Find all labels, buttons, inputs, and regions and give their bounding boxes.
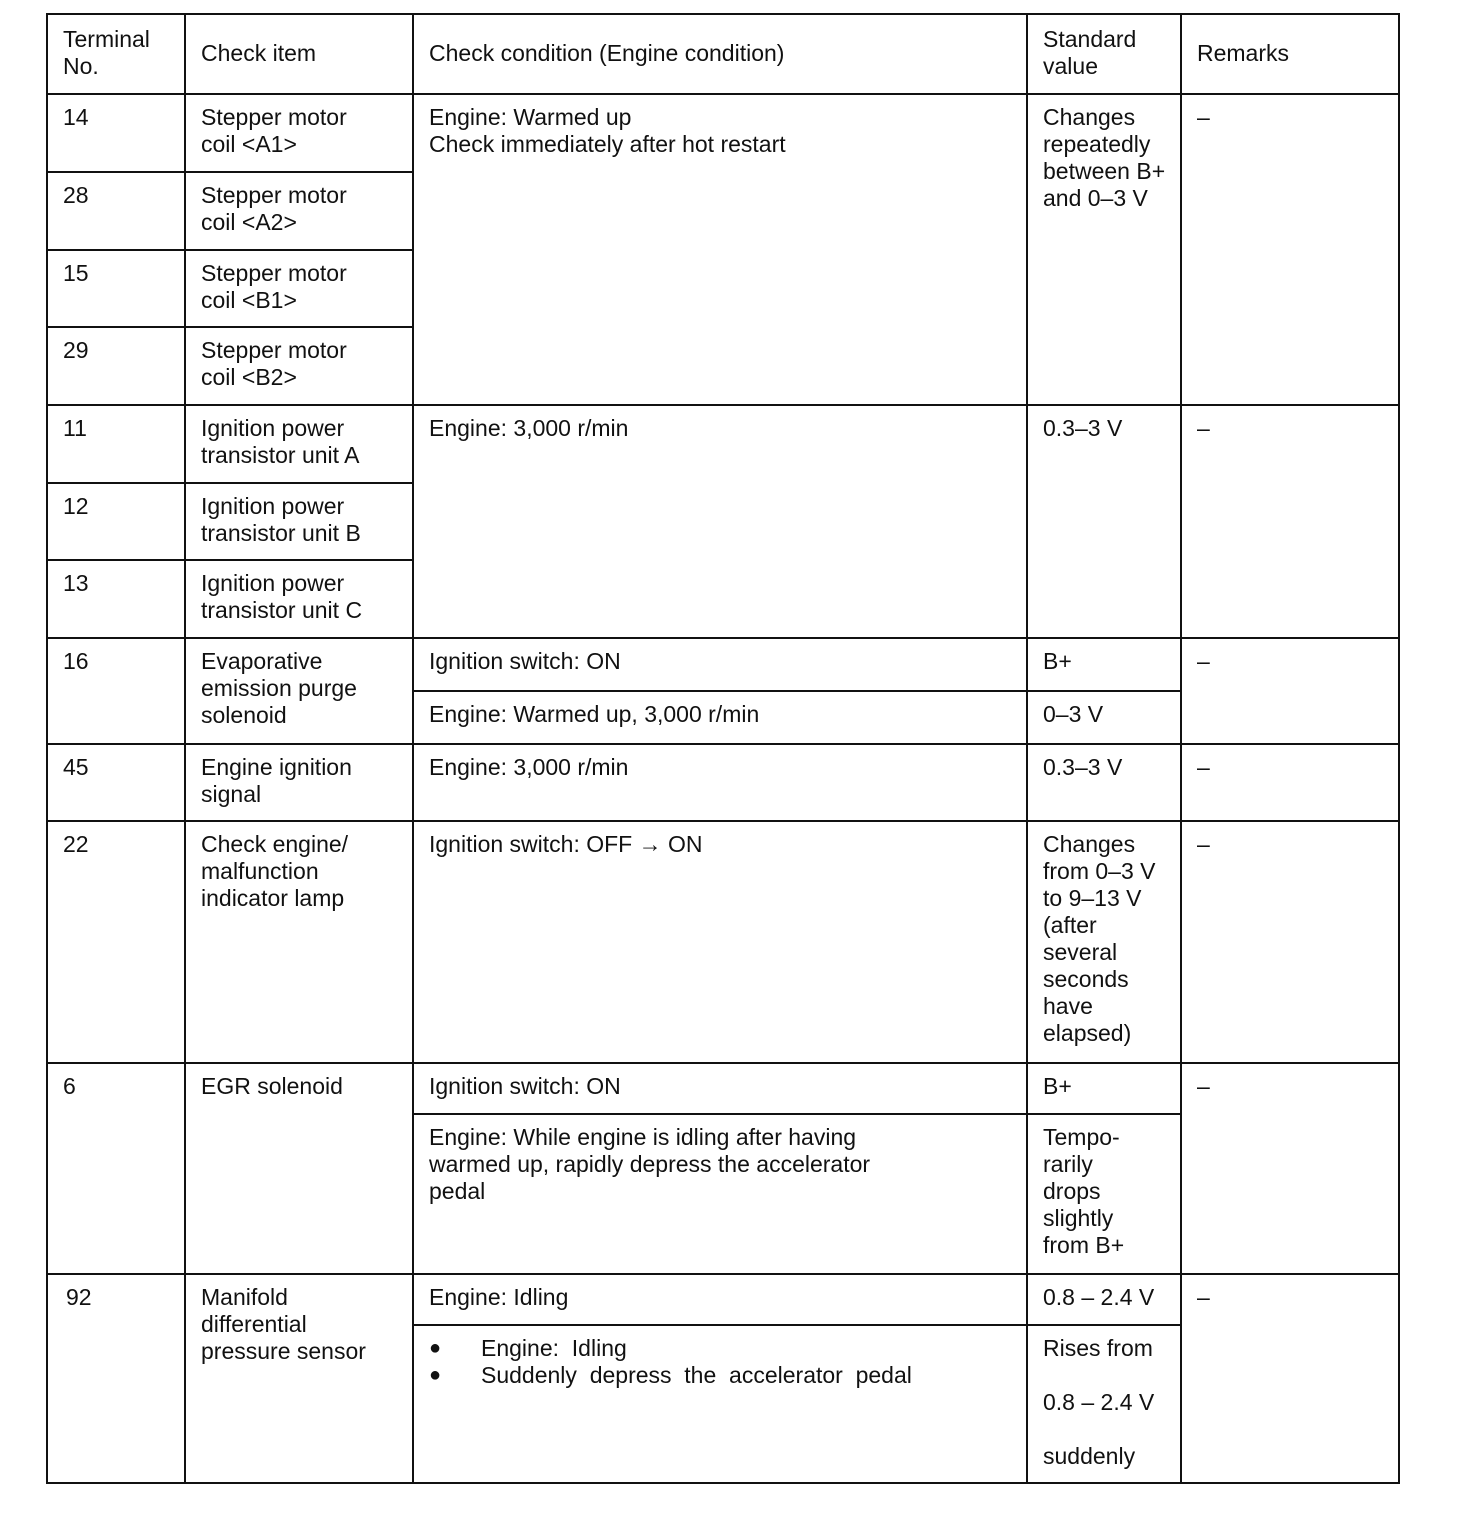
terminal-cell: 14 [47,94,185,172]
header-remarks: Remarks [1181,14,1399,94]
table-row [47,638,1399,691]
bullet-item [429,1335,1014,1362]
remarks-cell: – [1181,1063,1399,1274]
check-item-cell: Check engine/ malfunction indicator lamp [185,821,413,1063]
check-condition-cell: Engine: 3,000 r/min [413,744,1027,821]
standard-value-cell: B+ [1027,1063,1181,1114]
terminal-cell: 6 [47,1063,185,1274]
standard-value-cell: 0.8 – 2.4 V [1027,1274,1181,1325]
check-item-cell: Ignition power transistor unit A [185,405,413,483]
check-condition-cell [413,1325,1027,1483]
check-item-cell: Engine ignition signal [185,744,413,821]
terminal-cell: 15 [47,250,185,327]
bullet-text: Engine: Idling [481,1335,627,1361]
terminal-cell: 29 [47,327,185,405]
terminal-cell: 11 [47,405,185,483]
table-row [47,821,1399,1063]
standard-value-cell: Tempo- rarily drops slightly from B+ [1027,1114,1181,1274]
check-condition-cell: Ignition switch: ON [413,1063,1027,1114]
check-item-cell: Manifold differential pressure sensor [185,1274,413,1483]
table-row [47,1063,1399,1114]
check-condition-cell: Engine: Idling [413,1274,1027,1325]
remarks-cell: – [1181,638,1399,744]
remarks-cell: – [1181,744,1399,821]
check-condition-cell: Engine: Warmed up, 3,000 r/min [413,691,1027,744]
standard-value-cell: 0.3–3 V [1027,744,1181,821]
check-condition-cell: Engine: While engine is idling after having warmed up, rapidly depress the accelerator pedal [413,1114,1027,1274]
header-check-item: Check item [185,14,413,94]
header-standard-value: Standard value [1027,14,1181,94]
value-line: suddenly [1043,1443,1136,1469]
table-row [47,744,1399,821]
terminal-cell: 12 [47,483,185,560]
table-row [47,405,1399,483]
value-line: Rises from [1043,1335,1153,1361]
check-item-cell: Evaporative emission purge solenoid [185,638,413,744]
check-item-cell: Ignition power transistor unit B [185,483,413,560]
standard-value-cell: 0–3 V [1027,691,1181,744]
check-item-cell: Stepper motor coil <A2> [185,172,413,250]
value-line: 0.8 – 2.4 V [1043,1389,1155,1415]
terminal-cell: 16 [47,638,185,744]
standard-value-cell: Changes repeatedly between B+ and 0–3 V [1027,94,1181,405]
terminal-cell: 22 [47,821,185,1063]
check-item-cell: Stepper motor coil <B1> [185,250,413,327]
remarks-cell: – [1181,1274,1399,1483]
table-row [47,1274,1399,1325]
remarks-cell: – [1181,94,1399,405]
standard-value-cell: 0.3–3 V [1027,405,1181,638]
terminal-cell: 28 [47,172,185,250]
check-item-cell: Stepper motor coil <A1> [185,94,413,172]
terminal-cell: 92 [47,1274,185,1483]
standard-value-cell: B+ [1027,638,1181,691]
bullet-item [429,1362,1014,1389]
header-check-condition: Check condition (Engine condition) [413,14,1027,94]
header-terminal: Terminal No. [47,14,185,94]
check-item-cell: Stepper motor coil <B2> [185,327,413,405]
table-row [47,94,1399,172]
terminal-cell: 45 [47,744,185,821]
remarks-cell: – [1181,821,1399,1063]
check-condition-cell: Engine: 3,000 r/min [413,405,1027,638]
terminal-cell: 13 [47,560,185,638]
check-condition-cell: Ignition switch: ON [413,638,1027,691]
standard-value-cell [1027,1325,1181,1483]
check-item-cell: EGR solenoid [185,1063,413,1274]
check-item-cell: Ignition power transistor unit C [185,560,413,638]
bullet-icon: ● [429,1364,442,1386]
bullet-text: Suddenly depress the accelerator pedal [481,1362,912,1388]
standard-value-cell: Changes from 0–3 V to 9–13 V (after several seconds have elapsed) [1027,821,1181,1063]
terminal-check-table [46,13,1400,1484]
remarks-cell: – [1181,405,1399,638]
check-condition-cell: Engine: Warmed up Check immediately after hot restart [413,94,1027,405]
header-row [47,14,1399,94]
check-condition-cell: Ignition switch: OFF → ON [413,821,1027,1063]
bullet-icon: ● [429,1337,442,1359]
